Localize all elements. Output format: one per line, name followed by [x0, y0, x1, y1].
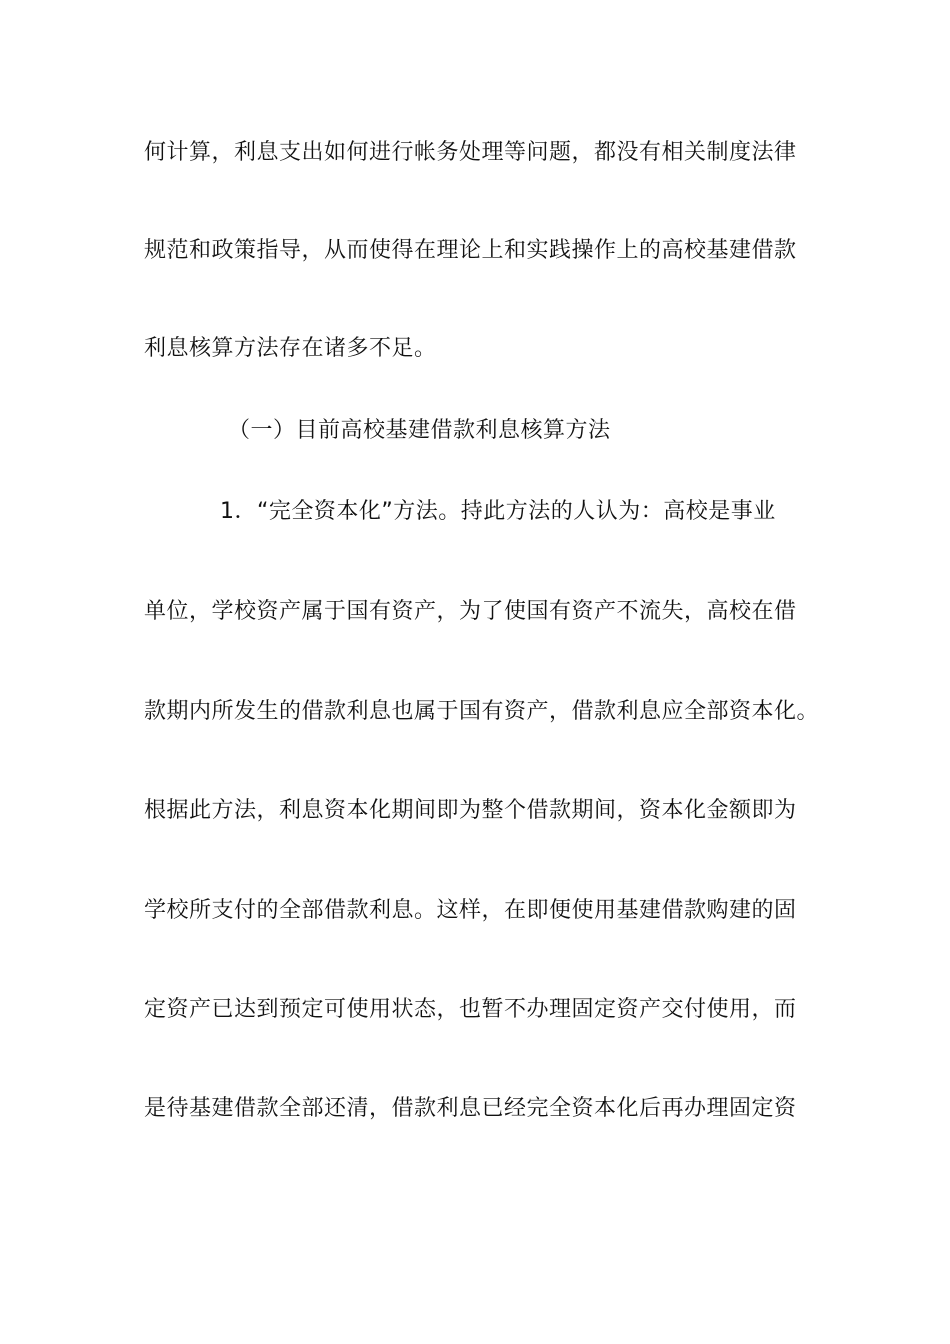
paragraph-line: 单位，学校资产属于国有资产，为了使国有资产不流失，高校在借 — [144, 599, 797, 624]
paragraph-line: 何计算，利息支出如何进行帐务处理等问题，都没有相关制度法律 — [144, 140, 797, 165]
section-heading: （一）目前高校基建借款利息核算方法 — [228, 418, 611, 443]
paragraph-line: 规范和政策指导，从而使得在理论上和实践操作上的高校基建借款 — [144, 238, 797, 263]
paragraph-line: 1．“完全资本化”方法。持此方法的人认为：高校是事业 — [220, 499, 776, 524]
paragraph-line: 款期内所发生的借款利息也属于国有资产，借款利息应全部资本化。 — [144, 699, 820, 724]
paragraph-line: 定资产已达到预定可使用状态，也暂不办理固定资产交付使用，而 — [144, 997, 797, 1022]
paragraph-line: 根据此方法，利息资本化期间即为整个借款期间，资本化金额即为 — [144, 798, 797, 823]
paragraph-line: 利息核算方法存在诸多不足。 — [144, 336, 437, 361]
paragraph-line: 是待基建借款全部还清，借款利息已经完全资本化后再办理固定资 — [144, 1096, 797, 1121]
paragraph-line: 学校所支付的全部借款利息。这样，在即便使用基建借款购建的固 — [144, 898, 797, 923]
